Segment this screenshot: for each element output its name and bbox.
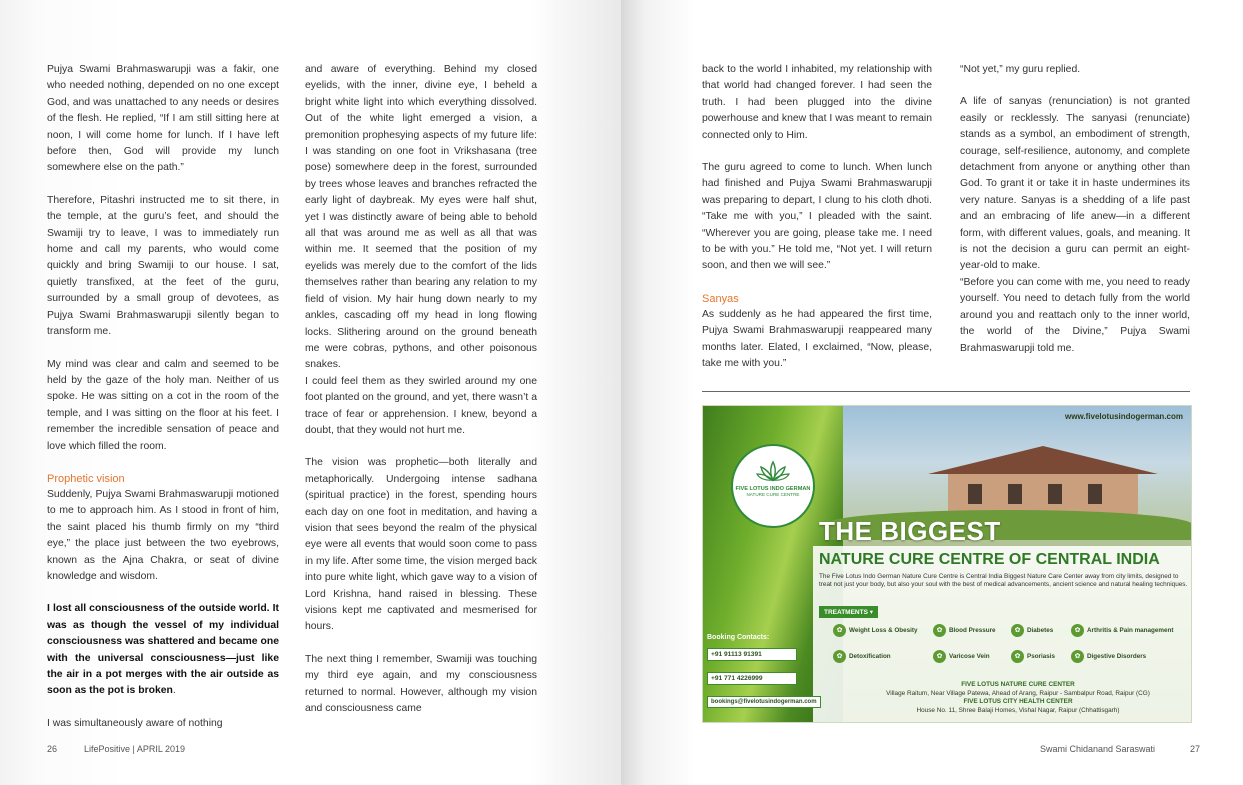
logo-name: FIVE LOTUS INDO GERMAN: [735, 486, 811, 492]
column-1: [47, 62, 279, 732]
window-shape: [1048, 484, 1062, 504]
paragraph: I could feel them as they swirled around my one foot planted on the ground, and yet, there wasn’t a trace of fear or apprehension. I knew, beyond a doubt, that they would not hurt me.: [305, 375, 537, 436]
page-number-left: 26: [47, 744, 58, 754]
paragraph: As suddenly as he had appeared the first time, Pujya Swami Brahmaswarupji reappeared many months later. Elated, I exclaimed, “Now, please, take me with you.”: [702, 308, 932, 370]
treatment-icon: ✿: [1011, 650, 1024, 663]
paragraph: Therefore, Pitashri instructed me to sit there, in the temple, at the guru’s feet, and should the Swamiji try to leave, I was to immediately run home and call my parents, who would come quickly and bring Swamiji to our house. I sat, quietly transfixed, at the feet of the guru, surrounded by a small group of devotees, as Pujya Swami Brahmaswarupji silently began to transform me.: [47, 194, 279, 338]
booking-email[interactable]: bookings@fivelotusindogerman.com: [707, 696, 821, 708]
advertisement: [702, 405, 1192, 723]
paragraph: and aware of everything. Behind my closed eyelids, with the inner, divine eye, I beheld a bright white light into which everything dissolved. Out of the white light emerged a vision, a premonition prophesying aspects of my future life: I was standing on one foot in Vrikshasana (tree pose) somewhere deep in the forest, surrounded by trees whose leaves and branches refracted the early light of daybreak. My eyes were half shut, yet I was distinctly aware of being able to behold all that was around me as well as all that was within me. It seemed that the position of my eyelids was merely due to the comfort of the lids themselves rather than bearing any relation to my field of vision. My hair hung down nearly to my ankles, cascading off my head in long flowing locks. Slithering around on the ground beneath me were cobras, pythons, and other poisonous snakes.: [305, 64, 537, 371]
ad-building-illustration: [918, 446, 1168, 516]
booking-label: Booking Contacts:: [707, 634, 770, 641]
window-shape: [1088, 484, 1102, 504]
magazine-issue: LifePositive | APRIL 2019: [84, 744, 186, 754]
column-4: [960, 62, 1190, 357]
paragraph: The next thing I remember, Swamiji was touching my third eye again, and my consciousness returned to normal. However, although my vision and consciousness came: [305, 653, 537, 715]
treatments-grid: [833, 624, 1192, 674]
bold-text: I lost all consciousness of the outside world. It was as though the vessel of my individual consciousness was shattered and became one with the universal consciousness—just like the air in a pot merges with the air outside as soon as the pot is broken: [47, 603, 279, 697]
treatment-item: ✿ Weight Loss & Obesity: [833, 624, 917, 637]
paragraph: Suddenly, Pujya Swami Brahmaswarupji motioned to me to approach him. As I stood in front of him, the saint placed his thumb firmly on my “third eye,” the place just between the two eyebrows, known as the Ajna Chakra, or seat of divine knowledge and wisdom.: [47, 488, 279, 582]
column-3: [702, 62, 932, 373]
treatment-item: ✿ Diabetes: [1011, 624, 1053, 637]
center-1-address: Village Raitum, Near Village Patewa, Ahead of Arang, Raipur - Sambalpur Road, Raipur (CG): [886, 689, 1150, 697]
paragraph: Pujya Swami Brahmaswarupji was a fakir, one who needed nothing, depended on no one except God, and was unattached to any needs or desires of the flesh. He replied, “If I am still sitting here at noon, I will come home for lunch. If I have left before then, God will provide my lunch somewhere else on the path.”: [47, 64, 279, 174]
left-page: [0, 0, 621, 785]
phone-number-1[interactable]: +91 91113 91391: [707, 648, 797, 661]
ad-subheadline: NATURE CURE CENTRE OF CENTRAL INDIA: [819, 551, 1160, 568]
ad-description: The Five Lotus Indo German Nature Cure Centre is Central India Biggest Nature Care Center away from city limits, designed to treat not just your body, but also your soul with the best of medical advancements, ancient science and natural healing techniques.: [819, 573, 1188, 588]
lotus-icon: [756, 460, 790, 484]
ad-addresses: [853, 681, 1183, 715]
treatment-icon: ✿: [833, 624, 846, 637]
treatment-icon: ✿: [1071, 650, 1084, 663]
ad-headline: THE BIGGEST: [819, 516, 1001, 546]
roof-shape: [928, 446, 1158, 474]
center-2-address: House No. 11, Shree Balaji Homes, Vishal Nagar, Raipur (Chhattisgarh): [916, 706, 1120, 714]
paragraph: My mind was clear and calm and seemed to be held by the gaze of the holy man. Neither of us spoke. He was sitting on a cot in the room of the temple, and I was sitting on the floor at his feet. I remember the incredible sensation of peace and love which filled the room.: [47, 358, 279, 452]
window-shape: [968, 484, 982, 504]
ad-website-link[interactable]: www.fivelotusindogerman.com: [1065, 412, 1183, 421]
paragraph: The vision was prophetic—both literally and metaphorically. Undergoing intense sadhana (spiritual practice) in the forest, spending hours each day on one foot in meditation, and having a vision that sees beyond the realm of the physical eye were all events that would soon come to pass in my life. After some time, the vision merged back into pure white light, which gave way to a vision of Lord Krishna, hand raised in blessing. These visions kept me captivated and mesmerised for hours.: [305, 457, 537, 633]
divider: [702, 391, 1190, 392]
column-2: [305, 62, 537, 717]
paragraph: The guru agreed to come to lunch. When lunch had finished and Pujya Swami Brahmaswarupji was preparing to depart, I clung to his cloth dhoti. “Take me with you,” I pleaded with the saint. “Wherever you are going, please take me. I need to be with you.” He told me, “Not yet. I will return soon, and then we will see.”: [702, 162, 932, 272]
treatment-item: ✿ Arthritis & Pain management: [1071, 624, 1173, 637]
page-number-right: 27: [1190, 744, 1201, 754]
ad-logo: [731, 444, 815, 528]
author-name: Swami Chidanand Saraswati: [1040, 744, 1156, 754]
treatment-item: ✿ Detoxification: [833, 650, 891, 663]
treatment-item: ✿ Psoriasis: [1011, 650, 1055, 663]
paragraph: back to the world I inhabited, my relationship with that world had changed forever. I had seen the truth. I had been plugged into the divine powerhouse and knew that I was meant to remain connected only to Him.: [702, 64, 932, 141]
section-heading-sanyas: Sanyas: [702, 292, 739, 305]
treatment-item: ✿ Blood Pressure: [933, 624, 996, 637]
treatment-icon: ✿: [833, 650, 846, 663]
treatment-icon: ✿: [933, 650, 946, 663]
treatment-icon: ✿: [933, 624, 946, 637]
window-shape: [1008, 484, 1022, 504]
paragraph: “Not yet,” my guru replied.: [960, 64, 1081, 75]
center-2-name: FIVE LOTUS CITY HEALTH CENTER: [963, 698, 1073, 706]
period: .: [172, 685, 176, 697]
treatment-icon: ✿: [1071, 624, 1084, 637]
section-heading-prophetic-vision: Prophetic vision: [47, 472, 125, 485]
treatment-icon: ✿: [1011, 624, 1024, 637]
phone-number-2[interactable]: +91 771 4226999: [707, 672, 797, 685]
center-1-name: FIVE LOTUS NATURE CURE CENTER: [961, 681, 1075, 688]
paragraph: “Before you can come with me, you need to ready yourself. You need to detach fully from the world around you and reattach only to the inner world, the world of the Divine,” Pujya Swami Brahmaswarupji told me.: [960, 276, 1190, 354]
treatment-item: ✿ Digestive Disorders: [1071, 650, 1146, 663]
paragraph: A life of sanyas (renunciation) is not granted easily or recklessly. The sanyasi (renunciate) stands as a symbol, an embodiment of strength, courage, self-resilience, autonomy, and complete detachment from anyone or anything other than God. To grant it or take it in haste undermines its very nature. Sanyas is a shedding of a life past and an embracing of life anew—in a different form, with different values, goals, and meaning. It is not the decision a guru can permit an eight-year-old to make.: [960, 96, 1190, 272]
bold-paragraph: [47, 601, 279, 699]
paragraph: I was simultaneously aware of nothing: [47, 717, 223, 729]
treatment-item: ✿ Varicose Vein: [933, 650, 990, 663]
treatments-label: TREATMENTS ▾: [819, 606, 878, 618]
logo-subtitle: NATURE CURE CENTRE: [746, 492, 800, 497]
